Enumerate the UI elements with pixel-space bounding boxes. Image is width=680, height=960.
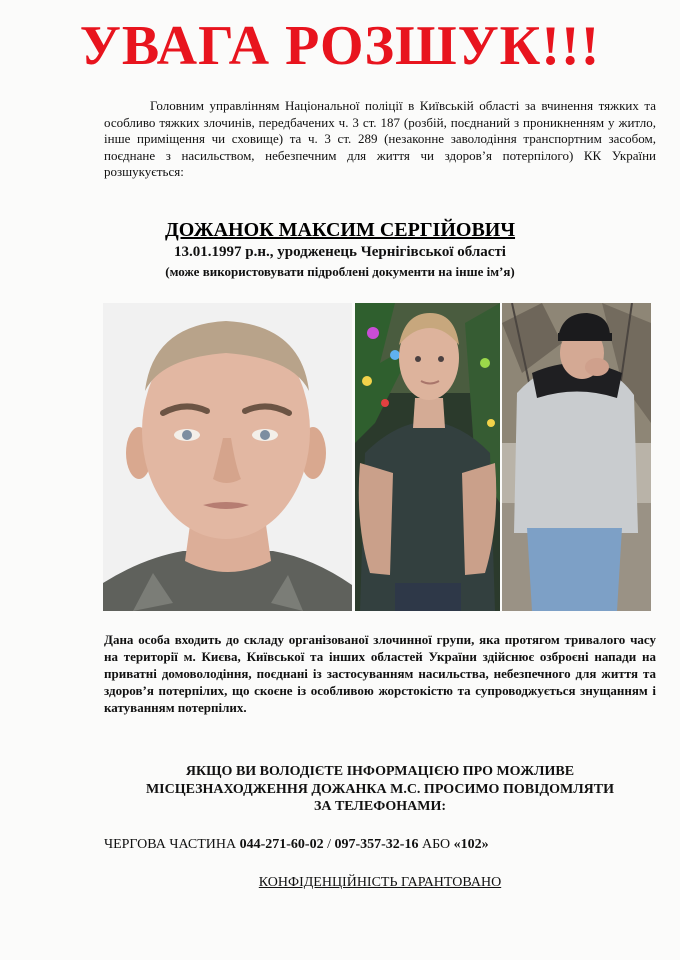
phone-separator: / (327, 837, 331, 852)
appeal-line-3: ЗА ТЕЛЕФОНАМИ: (313, 799, 447, 814)
phone-3[interactable]: «102» (453, 837, 489, 852)
contacts-label: ЧЕРГОВА ЧАСТИНА (104, 837, 237, 852)
appeal-block (104, 763, 656, 816)
description-paragraph: Дана особа входить до складу організованої злочинної групи, яка протягом тривалого часу на території м. Києва, Київської та інших областей України здійснює озброєні напади на приватні домоволодіння, поєднані із застосуванням насильства, небезпечного для життя та здоров’я потерпілих, що скоєне із особливою жорстокістю та супроводжується знущанням і катуванням потерпілих. (104, 632, 656, 715)
christmas-tree-photo (355, 303, 500, 611)
confidentiality-note: КОНФІДЕНЦІЙНІСТЬ ГАРАНТОВАНО (258, 875, 502, 890)
birth-info: 13.01.1997 р.н., уродженець Чернігівської області (174, 244, 506, 260)
intro-paragraph (104, 98, 656, 181)
portrait-photo (103, 303, 352, 611)
street-photo (502, 303, 651, 611)
intro-text: Головним управлінням Національної поліції в Київській області за вчинення тяжких та особливо тяжких злочинів, передбачених ч. 3 ст. 187 (розбій, поєднаний з проникненням у житло, інше приміщення чи сховище) та ч. 3 ст. 289 (незаконне заволодіння транспортним засобом, поєднане з насильством, небезпечним для життя чи здоров’я потерпілого) КК України розшукується: (104, 98, 656, 180)
documents-note: (може використовувати підроблені документи на інше ім’я) (165, 264, 515, 279)
contacts-or: АБО (421, 837, 451, 852)
phone-1[interactable]: 044-271-60-02 (239, 837, 324, 852)
person-name: ДОЖАНОК МАКСИМ СЕРГІЙОВИЧ (164, 219, 516, 241)
appeal-line-2: МІСЦЕЗНАХОДЖЕННЯ ДОЖАНКА М.С. ПРОСИМО ПОВІДОМЛЯТИ (145, 781, 615, 797)
phone-2[interactable]: 097-357-32-16 (334, 837, 419, 852)
appeal-line-1: ЯКЩО ВИ ВОЛОДІЄТЕ ІНФОРМАЦІЄЮ ПРО МОЖЛИВЕ (185, 764, 575, 779)
contacts-line (104, 836, 664, 854)
poster-title: УВАГА РОЗШУК!!! (79, 15, 601, 77)
